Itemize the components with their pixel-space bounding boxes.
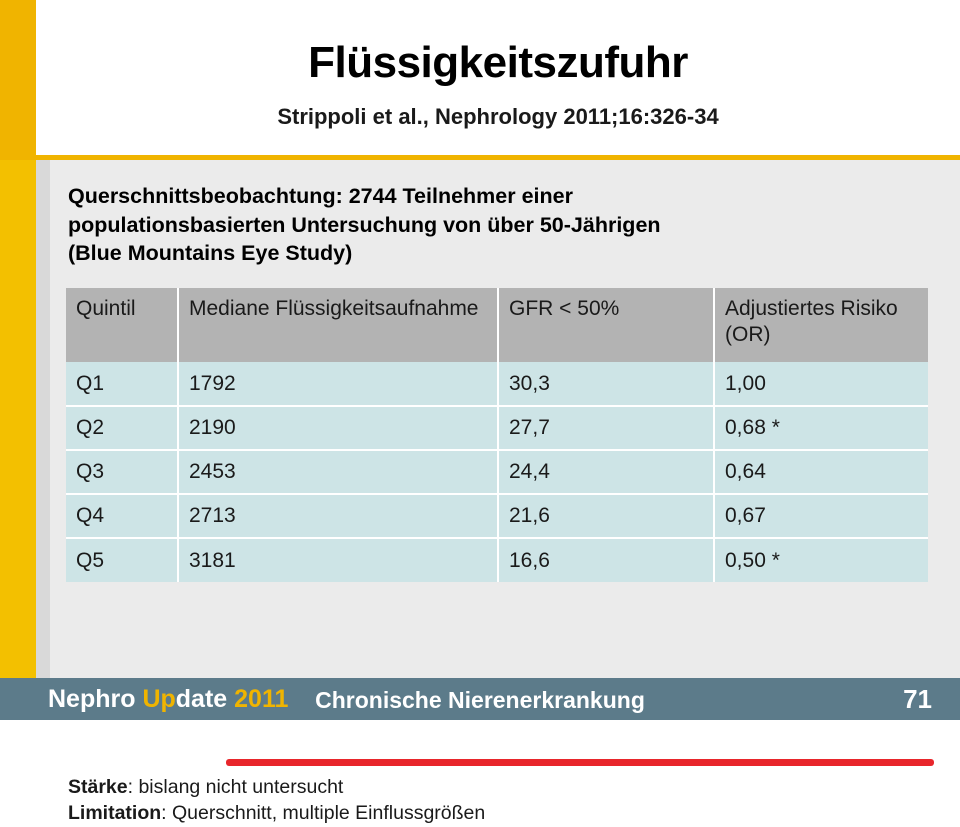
cell-gfr: 27,7 <box>498 406 714 450</box>
note-strength-text: : bislang nicht untersucht <box>127 776 344 798</box>
footer-brand-part2: Up <box>142 685 176 713</box>
footer-brand-part1: Nephro <box>48 685 143 713</box>
cell-or: 0,64 <box>714 450 928 494</box>
intro-text <box>68 182 868 268</box>
intro-line-2: populationsbasierten Untersuchung von über 50-Jährigen <box>68 212 661 237</box>
column-header-quintil: Quintil <box>66 288 178 362</box>
footer-brand-part3: date <box>175 685 235 713</box>
note-limitation-text: : Querschnitt, multiple Einflussgrößen <box>161 801 486 824</box>
cell-quintil: Q5 <box>66 538 178 582</box>
cell-or: 1,00 <box>714 362 928 406</box>
table-row <box>66 538 928 582</box>
column-header-median-intake: Mediane Flüssigkeitsaufnahme <box>178 288 498 362</box>
citation-subtitle: Strippoli et al., Nephrology 2011;16:326-34 <box>277 104 719 129</box>
column-header-adjusted-risk: Adjustiertes Risiko (OR) <box>714 288 928 362</box>
header-underline <box>36 155 960 160</box>
left-accent-bar-bottom <box>0 160 36 680</box>
column-header-gfr: GFR < 50% <box>498 288 714 362</box>
footer-brand-year: 2011 <box>234 685 289 713</box>
table-row <box>66 494 928 538</box>
cell-quintil: Q4 <box>66 494 178 538</box>
intro-line-1: Querschnittsbeobachtung: 2744 Teilnehmer einer <box>68 184 573 208</box>
cell-median: 3181 <box>178 538 498 582</box>
page-title: Flüssigkeitszufuhr <box>308 38 688 87</box>
highlight-underline-q5 <box>226 759 934 766</box>
left-accent-bar-top <box>0 0 36 160</box>
cell-gfr: 24,4 <box>498 450 714 494</box>
slide-number: 71 <box>903 684 932 714</box>
footer-section-title: Chronische Nierenerkrankung <box>315 687 645 713</box>
cell-median: 1792 <box>178 362 498 406</box>
cell-median: 2713 <box>178 494 498 538</box>
table-row <box>66 450 928 494</box>
slide-header <box>36 0 960 160</box>
note-strength-label: Stärke <box>68 776 128 798</box>
results-table <box>66 288 928 582</box>
note-strength <box>68 775 928 801</box>
intro-line-3: (Blue Mountains Eye Study) <box>68 241 353 266</box>
notes-block <box>68 775 928 827</box>
cell-or: 0,67 <box>714 494 928 538</box>
cell-or: 0,68 * <box>714 406 928 450</box>
cell-or: 0,50 * <box>714 538 928 582</box>
note-limitation <box>68 801 928 827</box>
table-row <box>66 362 928 406</box>
cell-quintil: Q2 <box>66 406 178 450</box>
table-row <box>66 406 928 450</box>
left-inner-strip <box>36 160 50 680</box>
cell-quintil: Q1 <box>66 362 178 406</box>
cell-median: 2453 <box>178 450 498 494</box>
table-header-row <box>66 288 928 362</box>
cell-gfr: 21,6 <box>498 494 714 538</box>
cell-gfr: 16,6 <box>498 538 714 582</box>
cell-median: 2190 <box>178 406 498 450</box>
note-limitation-label: Limitation <box>68 801 162 824</box>
cell-gfr: 30,3 <box>498 362 714 406</box>
slide-footer <box>0 678 960 720</box>
cell-quintil: Q3 <box>66 450 178 494</box>
